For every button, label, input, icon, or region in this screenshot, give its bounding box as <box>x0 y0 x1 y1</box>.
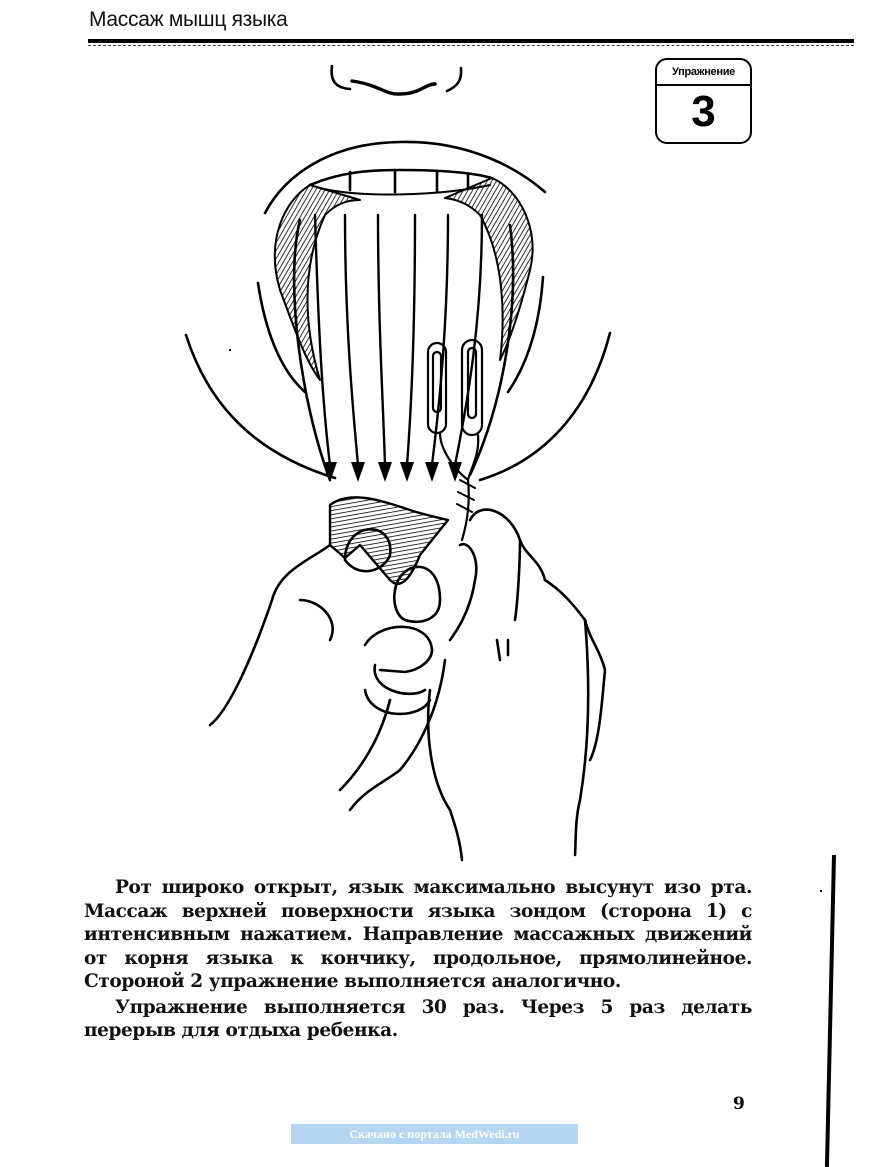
header-rule <box>88 39 854 43</box>
paragraph-instructions: Рот широко открыт, язык максимально высунут изо рта. Массаж верхней поверхности языка зондом (сторона 1) с интенсивным нажатием. Направление массажных движений от корня языка к кончику, продольное, прямолинейное. Стороной 2 упражнение выполняется аналогично. <box>84 877 752 992</box>
exercise-badge-label: Упражнение <box>672 66 735 78</box>
tongue-massage-illustration <box>170 55 650 865</box>
massage-direction-arrows <box>315 215 482 482</box>
paragraph-repetitions: Упражнение выполняется 30 раз. Через 5 раз делать перерыв для отдыха ребенка. <box>84 996 752 1041</box>
page-number: 9 <box>733 1094 745 1114</box>
section-title: Массаж мышц языка <box>89 8 288 31</box>
watermark-banner: Скачано с портала MedWedi.ru <box>291 1124 578 1144</box>
scan-speck <box>820 890 822 892</box>
mouth-drawing <box>186 142 610 480</box>
header-rule-secondary <box>88 45 854 46</box>
scan-speck <box>229 349 231 351</box>
exercise-number: 3 <box>691 87 716 136</box>
nose-drawing <box>332 66 462 94</box>
exercise-badge <box>655 58 752 144</box>
exercise-description <box>84 876 752 1043</box>
scan-edge-line <box>825 855 836 1167</box>
